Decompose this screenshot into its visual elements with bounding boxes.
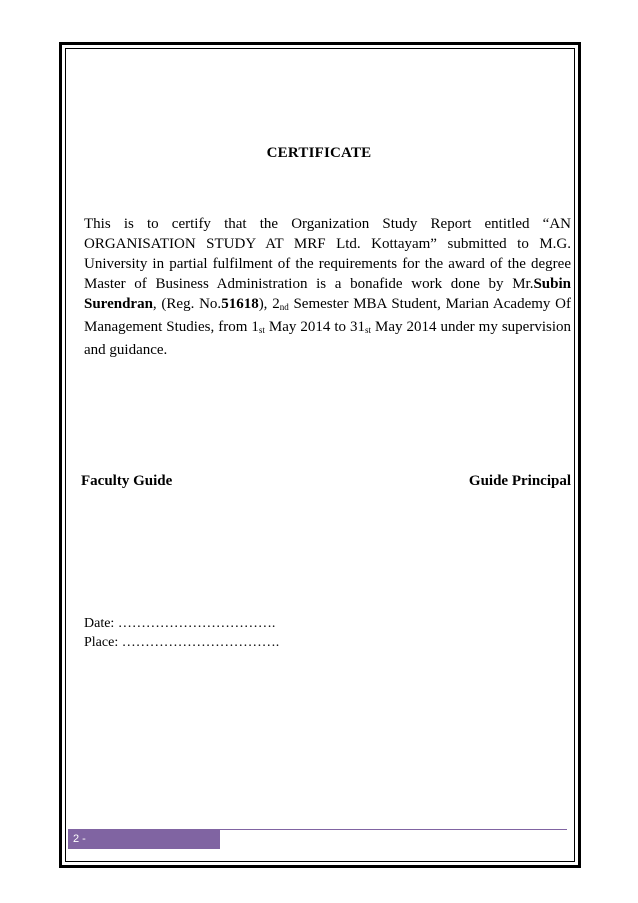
student-name: Subin Surendran [84,276,571,312]
page-border-inner [65,48,575,862]
body-text-part: This is to certify that the Organization Study Report entitled “AN ORGANISATION STUDY AT MRF Ltd. Kottayam” submitted to M.G. University in partial fulfilment of the requirements for the award of the degree Master of Business Administration is a bonafide work done by Mr. [84,216,571,292]
faculty-guide-label: Faculty Guide [81,473,173,489]
page-number-bar [68,829,220,849]
ordinal-suffix: st [365,325,372,335]
body-text-part: ), 2 [258,296,280,312]
body-text-part: May 2014 to 31 [264,319,366,335]
date-place-block [84,614,279,652]
place-field: Place: ……………………………. [84,635,280,650]
body-text-part: , (Reg. No. [152,296,222,312]
ordinal-suffix: st [258,325,265,335]
body-text-part: May 2014 under my supervision and guidance. [84,319,571,358]
certificate-body [84,214,571,360]
ordinal-suffix: nd [279,302,289,312]
date-field: Date: ……………………………. [84,616,276,631]
registration-number: 51618 [221,296,259,312]
page-number: 2 - [73,833,86,845]
footer-rule [220,829,567,830]
guide-principal-label: Guide Principal [468,473,571,489]
certificate-title: CERTIFICATE [266,145,372,161]
body-text-part: Semester MBA Student, Marian Academy Of Management Studies, from 1 [84,296,571,335]
